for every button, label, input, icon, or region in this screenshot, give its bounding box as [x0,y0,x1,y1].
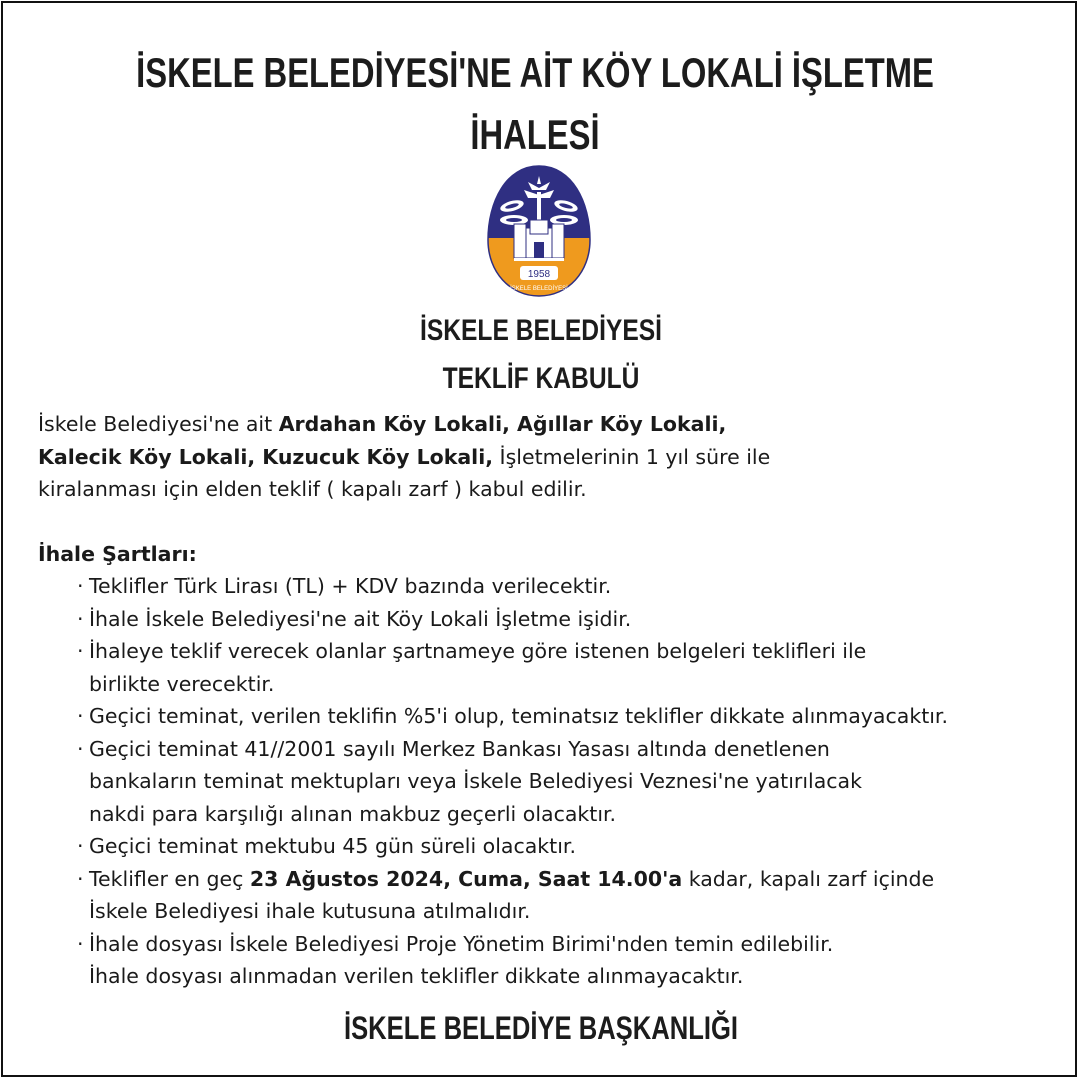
municipality-logo [484,162,594,302]
list-item: · Geçici teminat mektubu 45 gün süreli olacaktır. [77,834,576,858]
title-line-2: İHALESİ [470,111,600,158]
list-item: · Geçici teminat 41//2001 sayılı Merkez Bankası Yasası altında denetlenen bankaların teminat mektupları veya İskele Belediyesi Veznesi'ne yatırılacak nakdi para karşılığı alınan makbuz geçerli olacaktır. [77,736,862,826]
intro-text-1: İskele Belediyesi'ne ait [38,412,279,436]
section-title: TEKLİF KABULÜ [442,362,640,395]
deadline-item: · Teklifler en geç 23 Ağustos 2024, Cuma, Saat 14.00'a kadar, kapalı zarf içinde İskele Belediyesi ihale kutusuna atılmalıdır. [77,866,935,923]
conditions-heading: İhale Şartları: [38,541,197,566]
conditions-list [38,570,1068,993]
intro-text-3: kiralanması için elden teklif ( kapalı zarf ) kabul edilir. [38,477,587,501]
intro-text-2: İşletmelerinin 1 yıl süre ile [493,444,771,469]
notice-body [38,408,1068,993]
intro-paragraph [38,408,1068,506]
list-item: · Geçici teminat, verilen teklifin %5'i olup, teminatsız teklifler dikkate alınmayacaktır. [77,704,948,728]
org-name: İSKELE BELEDİYESİ [420,314,662,347]
list-item: · Teklifler Türk Lirası (TL) + KDV bazında verilecektir. [77,574,612,598]
intro-bold-2: Kalecik Köy Lokali, Kuzucuk Köy Lokali, [38,444,494,469]
logo-text: İSKELE BELEDİYESİ [510,286,568,292]
footer-signature: İSKELE BELEDİYE BAŞKANLIĞI [344,1010,738,1046]
list-item: · İhaleye teklif verecek olanlar şartnameye göre istenen belgeleri teklifleri ile birlikte verecektir. [77,639,867,696]
deadline-date: 23 Ağustos 2024, Cuma, Saat 14.00'a [249,866,683,891]
document-source-item: · İhale dosyası İskele Belediyesi Proje Yönetim Birimi'nden temin edilebilir. İhale dosyası alınmadan verilen teklifler dikkate alınmayacaktır. [77,931,834,988]
notice-title [118,42,953,166]
logo-year: 1958 [527,269,551,280]
title-line-1: İSKELE BELEDİYESİ'NE AİT KÖY LOKALİ İŞLETME [136,49,934,96]
list-item: · İhale İskele Belediyesi'ne ait Köy Lokali İşletme işidir. [77,606,632,631]
intro-bold-1: Ardahan Köy Lokali, Ağıllar Köy Lokali, [278,412,727,436]
